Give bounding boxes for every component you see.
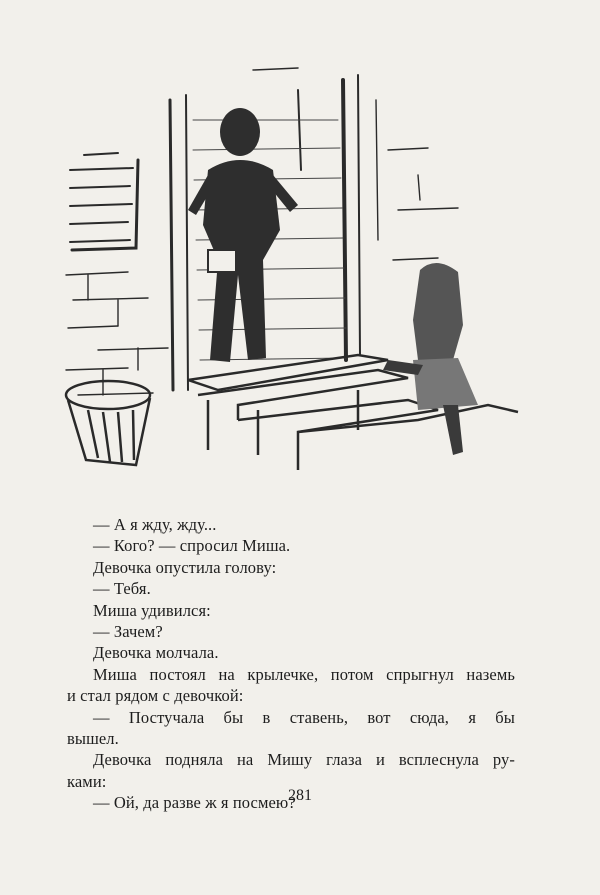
- text-line: ками:: [67, 771, 107, 791]
- text-line: и стал рядом с девочкой:: [67, 686, 244, 706]
- text-line: Миша постоял на крылечке, потом спрыгнул наземь: [93, 664, 515, 684]
- right-wall: [376, 100, 458, 260]
- text-line: — А я жду, жду...: [93, 515, 217, 534]
- text-line: Девочка молчала.: [93, 643, 219, 663]
- window-frame: [70, 153, 138, 250]
- text-line: Девочка подняла на Мишу глаза и всплеснула ру-: [93, 750, 515, 770]
- girl-figure: [383, 263, 478, 455]
- text-line: — Кого? — спросил Миша.: [93, 536, 291, 556]
- text-line: Миша удивился:: [93, 600, 211, 620]
- brick-wall: [66, 272, 168, 395]
- boy-figure: [188, 108, 298, 362]
- text-line: Девочка опустила голову:: [93, 557, 277, 577]
- text-line: вышел.: [67, 729, 119, 749]
- text-line: — Зачем?: [93, 622, 163, 642]
- text-line: — Ой, да разве ж я посмею?: [93, 793, 296, 813]
- story-text: [67, 514, 515, 814]
- page-number: 281: [288, 787, 312, 804]
- text-line: — Постучала бы в ставень, вот сюда, я бы: [93, 707, 515, 727]
- illustration-boy-and-girl-on-porch: [58, 60, 538, 490]
- text-line: — Тебя.: [93, 579, 151, 599]
- porch-steps: [188, 355, 518, 470]
